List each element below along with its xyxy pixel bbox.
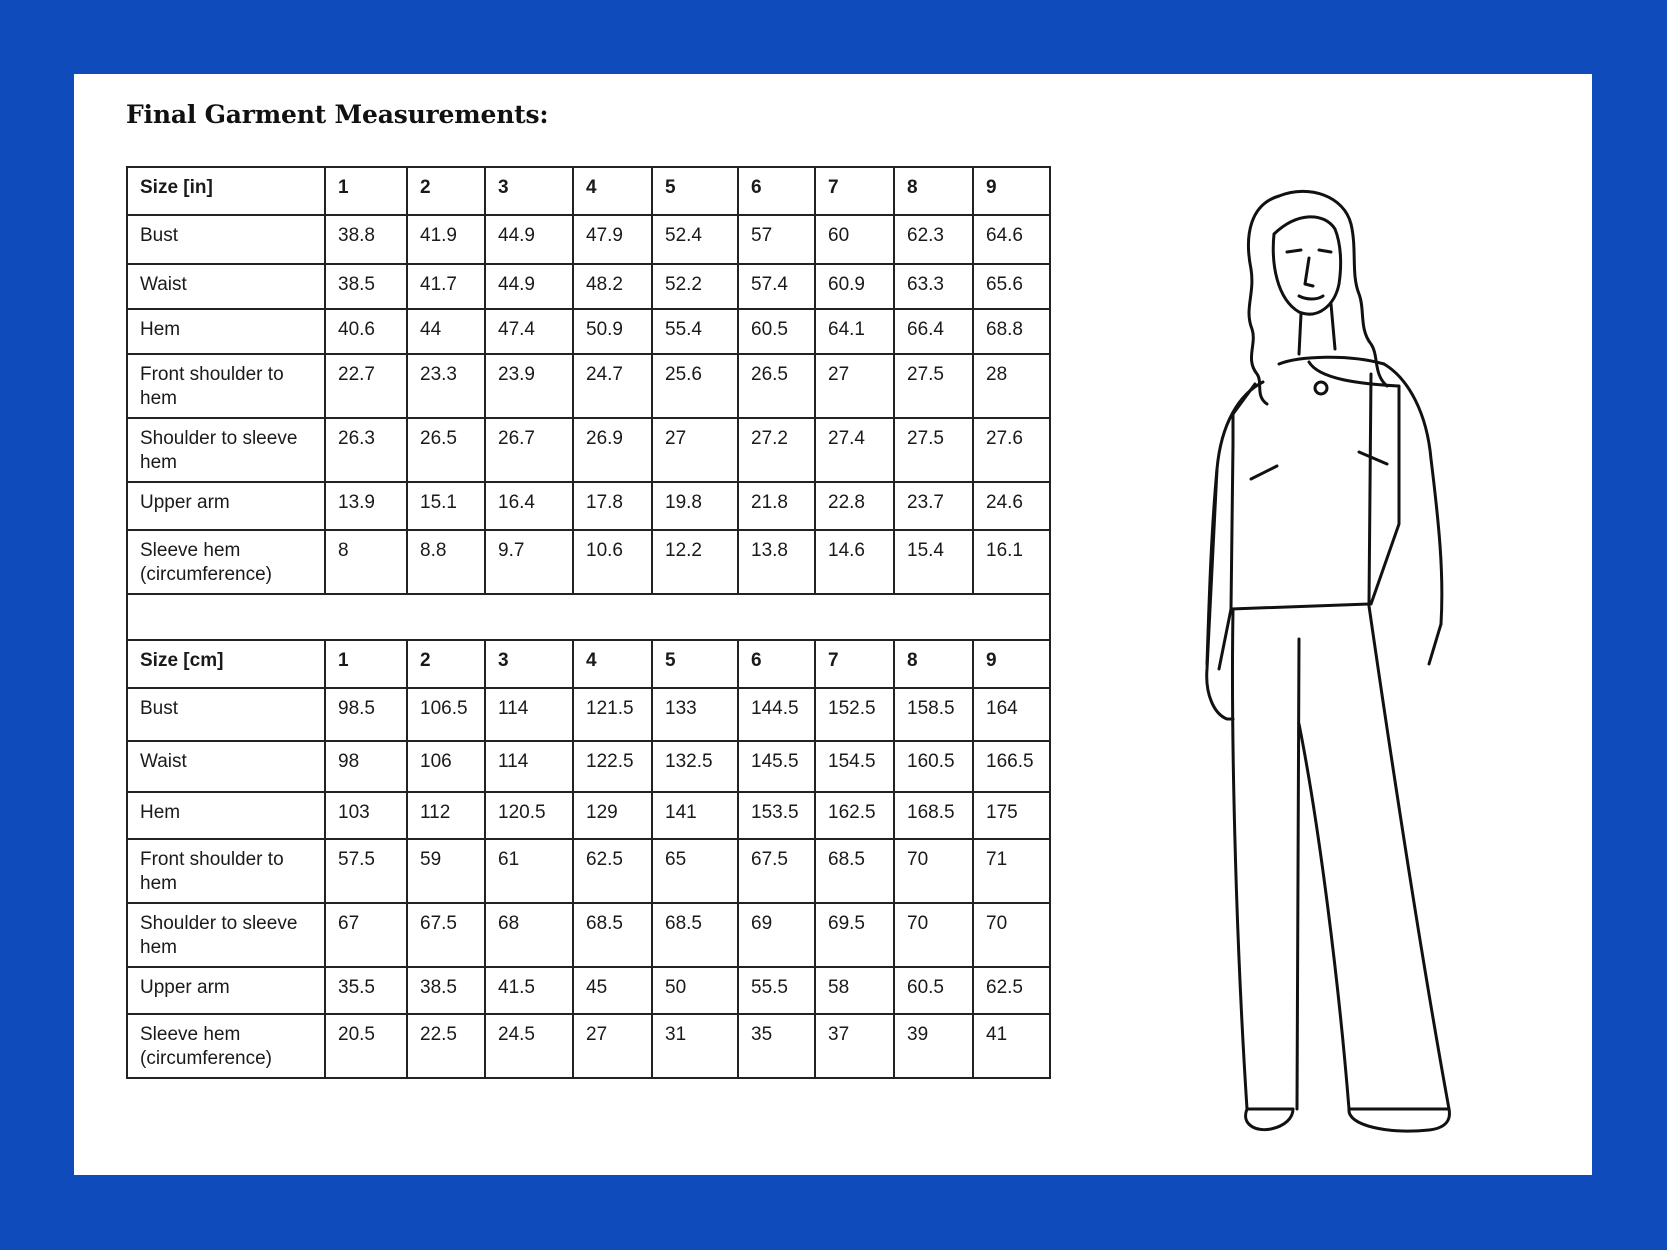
table-cell: 27 [652, 418, 738, 482]
table-row [127, 354, 1050, 418]
table-cell: 5 [652, 167, 738, 215]
table-cell: 67.5 [407, 903, 485, 967]
table-cell: 4 [573, 167, 652, 215]
table-cell: 70 [894, 839, 973, 903]
table-row [127, 1014, 1050, 1078]
table-cell: 26.5 [738, 354, 815, 418]
row-label: Sleeve hem (circumference) [127, 1014, 325, 1078]
table-row [127, 792, 1050, 839]
row-label: Sleeve hem (circumference) [127, 530, 325, 594]
table-cell: 57.4 [738, 264, 815, 309]
table-cell: 44.9 [485, 215, 573, 264]
row-label: Waist [127, 264, 325, 309]
table-cell: 24.6 [973, 482, 1050, 530]
table-cell: 68.5 [815, 839, 894, 903]
table-cell: 24.7 [573, 354, 652, 418]
table-cell: 28 [973, 354, 1050, 418]
table-cell: 144.5 [738, 688, 815, 741]
table-cell: 65.6 [973, 264, 1050, 309]
table-cell: 70 [894, 903, 973, 967]
table-cell: 44.9 [485, 264, 573, 309]
table-cell: 26.5 [407, 418, 485, 482]
table-row [127, 264, 1050, 309]
row-label: Bust [127, 215, 325, 264]
table-row [127, 309, 1050, 354]
row-label: Waist [127, 741, 325, 792]
row-label: Size [cm] [127, 640, 325, 688]
table-cell: 168.5 [894, 792, 973, 839]
table-cell: 122.5 [573, 741, 652, 792]
table-cell: 3 [485, 167, 573, 215]
table-cell: 31 [652, 1014, 738, 1078]
table-cell: 52.4 [652, 215, 738, 264]
table-cell: 12.2 [652, 530, 738, 594]
table-cell: 35 [738, 1014, 815, 1078]
table-cell: 152.5 [815, 688, 894, 741]
table-cell: 61 [485, 839, 573, 903]
table-cell: 40.6 [325, 309, 407, 354]
table-cell: 27 [815, 354, 894, 418]
table-cell: 48.2 [573, 264, 652, 309]
table-cell: 38.5 [325, 264, 407, 309]
table-cell: 38.5 [407, 967, 485, 1014]
table-cell: 70 [973, 903, 1050, 967]
table-cell: 9.7 [485, 530, 573, 594]
row-label: Shoulder to sleeve hem [127, 903, 325, 967]
table-cell: 41.9 [407, 215, 485, 264]
table-cell: 9 [973, 167, 1050, 215]
table-cell: 64.6 [973, 215, 1050, 264]
table-row [127, 839, 1050, 903]
table-cell: 27.6 [973, 418, 1050, 482]
table-spacer-row [127, 594, 1050, 640]
table-cell: 44 [407, 309, 485, 354]
table-cell: 60.9 [815, 264, 894, 309]
table-cell: 120.5 [485, 792, 573, 839]
table-cell: 55.5 [738, 967, 815, 1014]
table-cell: 63.3 [894, 264, 973, 309]
table-cell: 58 [815, 967, 894, 1014]
row-label: Bust [127, 688, 325, 741]
table-cell: 69.5 [815, 903, 894, 967]
table-cell: 15.1 [407, 482, 485, 530]
table-cell: 27 [573, 1014, 652, 1078]
table-cell: 114 [485, 741, 573, 792]
table-cell: 8 [894, 640, 973, 688]
table-row [127, 215, 1050, 264]
table-cell: 26.9 [573, 418, 652, 482]
table-cell: 52.2 [652, 264, 738, 309]
row-label: Hem [127, 792, 325, 839]
table-cell: 6 [738, 167, 815, 215]
table-cell: 39 [894, 1014, 973, 1078]
table-cell: 20.5 [325, 1014, 407, 1078]
row-label: Hem [127, 309, 325, 354]
table-cell: 106 [407, 741, 485, 792]
table-cell: 98.5 [325, 688, 407, 741]
table-cell: 60 [815, 215, 894, 264]
table-cell: 141 [652, 792, 738, 839]
table-cell: 57.5 [325, 839, 407, 903]
table-cell: 106.5 [407, 688, 485, 741]
row-label: Front shoulder to hem [127, 839, 325, 903]
table-cell: 24.5 [485, 1014, 573, 1078]
table-cell: 2 [407, 167, 485, 215]
table-cell: 57 [738, 215, 815, 264]
table-cell: 5 [652, 640, 738, 688]
table-cell: 45 [573, 967, 652, 1014]
table-cell: 27.5 [894, 354, 973, 418]
table-cell: 16.1 [973, 530, 1050, 594]
table-cell: 67 [325, 903, 407, 967]
table-cell: 68.5 [652, 903, 738, 967]
table-row [127, 741, 1050, 792]
table-cell: 62.5 [573, 839, 652, 903]
table-cell: 19.8 [652, 482, 738, 530]
table-cell: 59 [407, 839, 485, 903]
table-cell: 22.7 [325, 354, 407, 418]
table-cell: 60.5 [894, 967, 973, 1014]
table-cell: 22.8 [815, 482, 894, 530]
table-cell: 69 [738, 903, 815, 967]
table-cell: 8.8 [407, 530, 485, 594]
table-cell: 23.9 [485, 354, 573, 418]
table-cell: 66.4 [894, 309, 973, 354]
table-cell: 1 [325, 640, 407, 688]
table-cell: 68 [485, 903, 573, 967]
table-cell: 10.6 [573, 530, 652, 594]
table-cell: 60.5 [738, 309, 815, 354]
table-cell: 1 [325, 167, 407, 215]
table-cell: 22.5 [407, 1014, 485, 1078]
table-cell: 153.5 [738, 792, 815, 839]
table-cell: 27.2 [738, 418, 815, 482]
table-cell: 9 [973, 640, 1050, 688]
table-header-row [127, 640, 1050, 688]
table-cell: 145.5 [738, 741, 815, 792]
row-label: Size [in] [127, 167, 325, 215]
table-cell: 2 [407, 640, 485, 688]
table-cell: 112 [407, 792, 485, 839]
table-cell: 62.5 [973, 967, 1050, 1014]
table-cell: 27.4 [815, 418, 894, 482]
table-cell: 37 [815, 1014, 894, 1078]
table-cell: 23.3 [407, 354, 485, 418]
table-cell: 164 [973, 688, 1050, 741]
table-row [127, 967, 1050, 1014]
table-row [127, 903, 1050, 967]
table-cell: 26.3 [325, 418, 407, 482]
table-cell: 14.6 [815, 530, 894, 594]
measurements-table [126, 166, 1051, 1079]
table-cell: 98 [325, 741, 407, 792]
table-header-row [127, 167, 1050, 215]
table-cell: 154.5 [815, 741, 894, 792]
table-cell: 50.9 [573, 309, 652, 354]
table-cell: 114 [485, 688, 573, 741]
table-cell: 62.3 [894, 215, 973, 264]
row-label: Upper arm [127, 482, 325, 530]
table-cell: 41 [973, 1014, 1050, 1078]
measurement-card [74, 74, 1592, 1175]
table-cell: 68.8 [973, 309, 1050, 354]
table-cell: 55.4 [652, 309, 738, 354]
table-cell: 67.5 [738, 839, 815, 903]
table-cell: 68.5 [573, 903, 652, 967]
table-cell: 21.8 [738, 482, 815, 530]
table-cell: 16.4 [485, 482, 573, 530]
table-cell: 7 [815, 167, 894, 215]
table-cell: 35.5 [325, 967, 407, 1014]
table-cell: 129 [573, 792, 652, 839]
table-cell: 47.4 [485, 309, 573, 354]
row-label: Front shoulder to hem [127, 354, 325, 418]
table-cell: 3 [485, 640, 573, 688]
table-cell: 7 [815, 640, 894, 688]
table-cell: 71 [973, 839, 1050, 903]
table-cell: 23.7 [894, 482, 973, 530]
table-cell: 158.5 [894, 688, 973, 741]
table-cell: 6 [738, 640, 815, 688]
table-cell: 17.8 [573, 482, 652, 530]
table-row [127, 688, 1050, 741]
table-cell: 162.5 [815, 792, 894, 839]
table-cell: 27.5 [894, 418, 973, 482]
woman-wearing-jacket-and-wide-leg-trousers-icon [1159, 124, 1529, 1154]
table-cell: 41.7 [407, 264, 485, 309]
spacer-cell [127, 594, 1050, 640]
table-row [127, 530, 1050, 594]
table-row [127, 418, 1050, 482]
table-cell: 25.6 [652, 354, 738, 418]
table-cell: 121.5 [573, 688, 652, 741]
row-label: Upper arm [127, 967, 325, 1014]
table-cell: 133 [652, 688, 738, 741]
page-title: Final Garment Measurements: [126, 100, 549, 129]
table-row [127, 482, 1050, 530]
table-cell: 8 [325, 530, 407, 594]
row-label: Shoulder to sleeve hem [127, 418, 325, 482]
table-cell: 26.7 [485, 418, 573, 482]
table-cell: 50 [652, 967, 738, 1014]
table-cell: 103 [325, 792, 407, 839]
table-cell: 38.8 [325, 215, 407, 264]
table-cell: 4 [573, 640, 652, 688]
table-cell: 13.9 [325, 482, 407, 530]
table-cell: 64.1 [815, 309, 894, 354]
table-cell: 47.9 [573, 215, 652, 264]
table-cell: 166.5 [973, 741, 1050, 792]
table-cell: 15.4 [894, 530, 973, 594]
table-cell: 13.8 [738, 530, 815, 594]
table-cell: 8 [894, 167, 973, 215]
table-cell: 65 [652, 839, 738, 903]
table-cell: 41.5 [485, 967, 573, 1014]
table-cell: 160.5 [894, 741, 973, 792]
table-cell: 132.5 [652, 741, 738, 792]
table-cell: 175 [973, 792, 1050, 839]
